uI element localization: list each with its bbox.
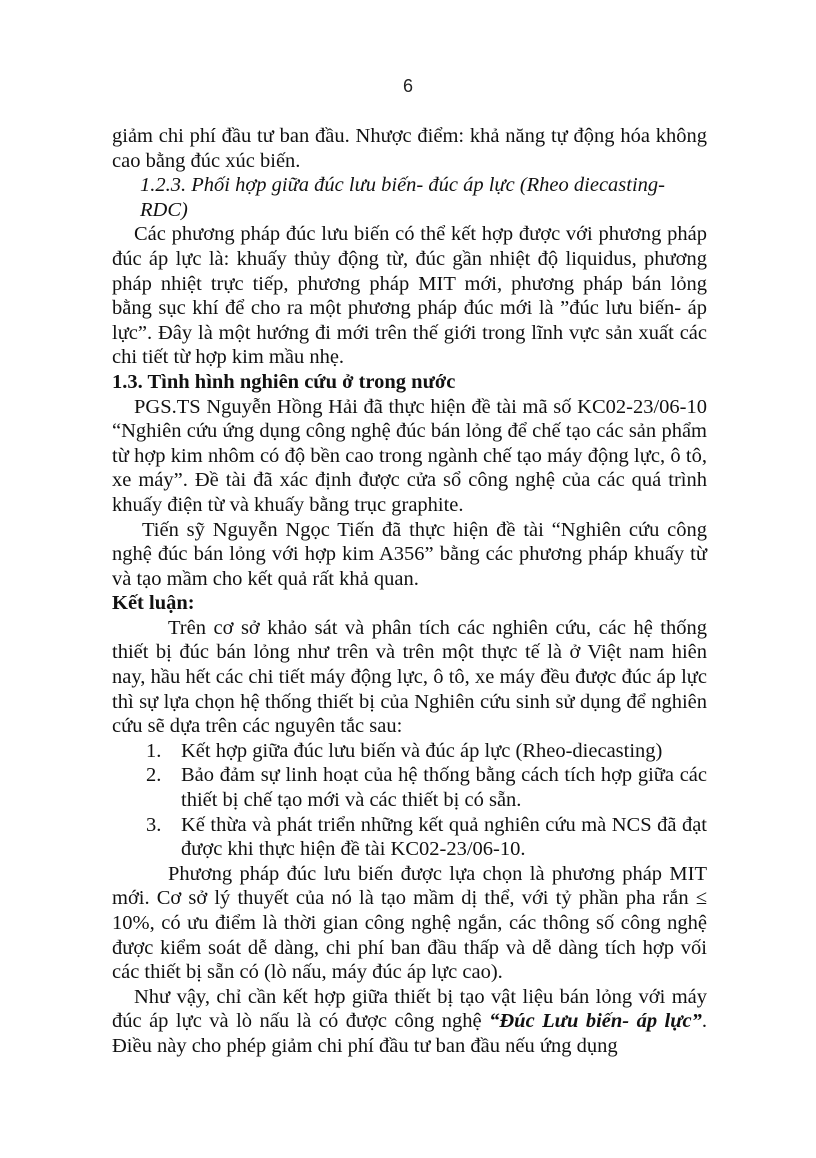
list-number: 2. xyxy=(146,764,162,787)
paragraph-research-tien: Tiến sỹ Nguyễn Ngọc Tiến đã thực hiện đề tài “Nghiên cứu công nghệ đúc bán lỏng với hợp kim A356” bằng các phương pháp khuấy từ và tạo mầm cho kết quả rất khả quan. xyxy=(112,518,707,590)
paragraph-final-text-c: . Điều này cho phép giảm chi phí đầu tư ban đầu nếu ứng dụng xyxy=(112,1010,708,1057)
list-item-text: Kết hợp giữa đúc lưu biến và đúc áp lực (Rheo-diecasting) xyxy=(181,739,663,762)
paragraph-final xyxy=(112,985,707,1059)
list-item xyxy=(112,763,707,812)
document-body xyxy=(112,124,707,1059)
list-item xyxy=(112,813,707,862)
subsection-heading-1-2-3: 1.2.3. Phối hợp giữa đúc lưu biến- đúc áp lực (Rheo diecasting- RDC) xyxy=(140,174,665,221)
paragraph-continued: giảm chi phí đầu tư ban đầu. Nhược điểm: khả năng tự động hóa không cao bằng đúc xúc biến. xyxy=(112,125,707,172)
list-item-text: Bảo đảm sự linh hoạt của hệ thống bằng cách tích hợp giữa các thiết bị chế tạo mới và các thiết bị có sẵn. xyxy=(181,764,707,812)
conclusion-heading: Kết luận: xyxy=(112,592,195,615)
paragraph-rheo-methods: Các phương pháp đúc lưu biến có thể kết hợp được với phương pháp đúc áp lực là: khuấy thủy động từ, đúc gần nhiệt độ liquidus, phương pháp nhiệt trực tiếp, phương pháp MIT mới, phương pháp bán lỏng bằng sục khí để cho ra một phương pháp đúc mới là ”đúc lưu biến- áp lực”. Đây là một hướng đi mới trên thế giới trong lĩnh vực sản xuất các chi tiết từ hợp kim mầu nhẹ. xyxy=(112,223,707,369)
paragraph-mit-method: Phương pháp đúc lưu biến được lựa chọn là phương pháp MIT mới. Cơ sở lý thuyết của nó là tạo mầm dị thể, với tỷ phần pha rắn ≤ 10%, có ưu điểm là thời gian công nghệ ngắn, các thông số công nghệ được kiểm soát dễ dàng, chi phí ban đầu thấp và dễ dàng tích hợp vối các thiết bị sẵn có (lò nấu, máy đúc áp lực cao). xyxy=(112,862,707,984)
list-number: 1. xyxy=(146,739,162,762)
list-number: 3. xyxy=(146,813,162,836)
paragraph-conclusion: Trên cơ sở khảo sát và phân tích các nghiên cứu, các hệ thống thiết bị đúc bán lỏng như trên và trên một thực tế là ở Việt nam hiên nay, hầu hết các chi tiết máy động lực, ô tô, xe máy đều được đúc áp lực thì sự lựa chọn hệ thống thiết bị của Nghiên cứu sinh sử dụng để nghiên cứu sẽ dựa trên các nguyên tắc sau: xyxy=(112,616,707,738)
list-item-text: Kế thừa và phát triển những kết quả nghiên cứu mà NCS đã đạt được khi thực hiện đề tài KC02-23/06-10. xyxy=(181,813,707,861)
section-heading-1-3: 1.3. Tình hình nghiên cứu ở trong nước xyxy=(112,370,456,393)
technology-name-emphasis: “Đúc Lưu biến- áp lực” xyxy=(489,1010,702,1033)
paragraph-research-hai: PGS.TS Nguyễn Hồng Hải đã thực hiện đề tài mã số KC02-23/06-10 “Nghiên cứu ứng dụng công nghệ đúc bán lỏng để chế tạo các sản phẩm từ hợp kim nhôm có độ bền cao trong ngành chế tạo máy động lực, ô tô, xe máy”. Đề tài đã xác định được cửa sổ công nghệ của các quá trình khuấy điện từ và khuấy bằng trục graphite. xyxy=(112,395,707,516)
page-number: 6 xyxy=(402,76,413,96)
list-item xyxy=(112,739,707,764)
paragraph-final-text-a: Như vậy, chỉ cần kết hợp giữa thiết bị tạo vật liệu bán lỏng với máy đúc áp lực và lò nấu là có được công nghệ xyxy=(112,985,707,1033)
principles-list xyxy=(112,739,707,862)
